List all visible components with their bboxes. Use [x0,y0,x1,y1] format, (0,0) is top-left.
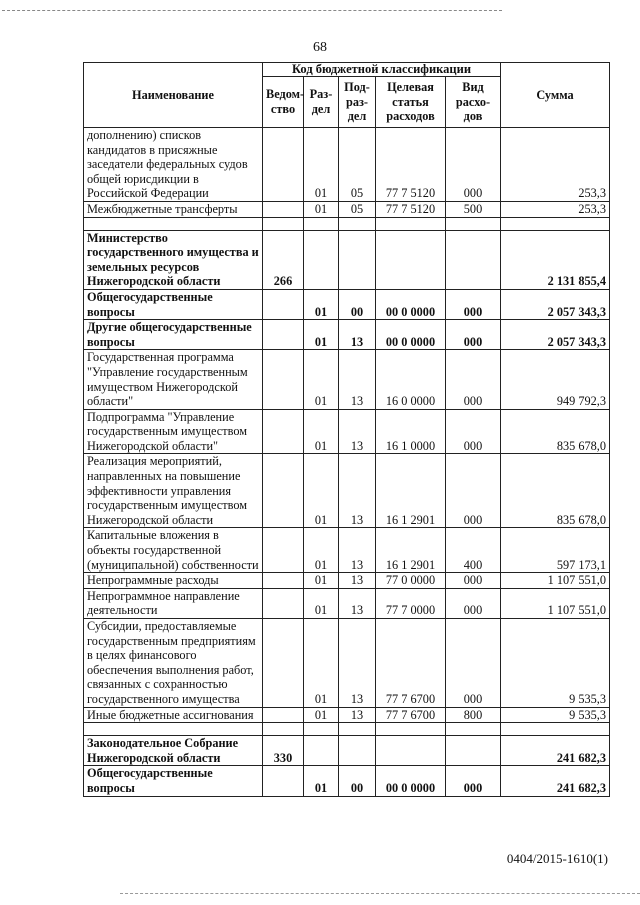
cell-sum: 241 682,3 [501,736,610,766]
spacer-cell [339,217,376,230]
spacer-cell [263,723,304,736]
cell-name: Законодательное Собрание Нижегородской области [84,736,263,766]
cell-vr: 400 [446,528,501,573]
cell-podrazdel: 13 [339,409,376,454]
cell-vedomstvo [263,128,304,202]
cell-razdel: 01 [304,573,339,589]
cell-sum: 1 107 551,0 [501,588,610,618]
cell-podrazdel [339,230,376,289]
cell-razdel: 01 [304,588,339,618]
bottom-scan-line [120,893,640,894]
table-row [84,201,610,217]
cell-vr: 000 [446,588,501,618]
cell-vedomstvo [263,528,304,573]
cell-vr: 800 [446,707,501,723]
cell-csr: 77 7 6700 [376,707,446,723]
cell-razdel: 01 [304,320,339,350]
cell-podrazdel: 13 [339,350,376,409]
table-row [84,350,610,409]
cell-csr [376,736,446,766]
spacer-cell [339,723,376,736]
cell-csr: 77 7 5120 [376,201,446,217]
table-row [84,588,610,618]
cell-vedomstvo: 266 [263,230,304,289]
cell-razdel: 01 [304,201,339,217]
spacer-cell [376,217,446,230]
cell-razdel: 01 [304,528,339,573]
cell-vr: 000 [446,128,501,202]
cell-csr [376,230,446,289]
table-row [84,707,610,723]
cell-razdel [304,230,339,289]
cell-sum: 253,3 [501,128,610,202]
budget-table [83,62,610,797]
cell-csr: 16 1 2901 [376,528,446,573]
table-row [84,619,610,708]
cell-sum: 253,3 [501,201,610,217]
cell-podrazdel: 00 [339,289,376,319]
spacer-cell [84,217,263,230]
spacer-row [84,217,610,230]
header-csr: Целевая статья расходов [376,77,446,128]
cell-vr: 000 [446,350,501,409]
header-podrazdel: Под-раз-дел [339,77,376,128]
cell-csr: 77 7 5120 [376,128,446,202]
cell-vedomstvo [263,454,304,528]
table-body [84,128,610,797]
cell-razdel: 01 [304,350,339,409]
header-razdel: Раз-дел [304,77,339,128]
cell-vr: 000 [446,766,501,796]
header-vedomstvo: Ведом-ство [263,77,304,128]
cell-csr: 00 0 0000 [376,320,446,350]
cell-podrazdel: 13 [339,588,376,618]
cell-vr [446,736,501,766]
page-number: 68 [313,40,327,55]
cell-name: Другие общегосударственные вопросы [84,320,263,350]
cell-name: дополнению) списков кандидатов в присяжные заседатели федеральных судов общей юрисдикции в Российской Федерации [84,128,263,202]
cell-name: Непрограммные расходы [84,573,263,589]
cell-vedomstvo [263,289,304,319]
cell-sum: 835 678,0 [501,454,610,528]
header-vr: Вид расхо-дов [446,77,501,128]
cell-sum: 2 057 343,3 [501,289,610,319]
cell-vedomstvo [263,588,304,618]
cell-vr: 000 [446,289,501,319]
table-row [84,289,610,319]
cell-name: Общегосударственные вопросы [84,766,263,796]
cell-name: Иные бюджетные ассигнования [84,707,263,723]
table-row [84,528,610,573]
cell-csr: 16 0 0000 [376,350,446,409]
document-number: 0404/2015-1610(1) [506,851,608,866]
table-row [84,320,610,350]
cell-vedomstvo [263,320,304,350]
spacer-cell [446,723,501,736]
cell-name: Непрограммное направление деятельности [84,588,263,618]
cell-razdel: 01 [304,707,339,723]
cell-podrazdel: 00 [339,766,376,796]
table-row [84,766,610,796]
cell-vr: 000 [446,619,501,708]
table-row [84,736,610,766]
cell-vedomstvo: 330 [263,736,304,766]
cell-name: Межбюджетные трансферты [84,201,263,217]
cell-vedomstvo [263,201,304,217]
cell-razdel: 01 [304,289,339,319]
cell-vr: 000 [446,573,501,589]
cell-sum: 2 131 855,4 [501,230,610,289]
cell-podrazdel: 05 [339,201,376,217]
table-row [84,454,610,528]
cell-csr: 77 7 6700 [376,619,446,708]
cell-razdel: 01 [304,619,339,708]
cell-vr: 000 [446,320,501,350]
cell-razdel: 01 [304,454,339,528]
cell-vr: 500 [446,201,501,217]
cell-sum: 9 535,3 [501,707,610,723]
spacer-cell [501,723,610,736]
spacer-cell [376,723,446,736]
cell-csr: 00 0 0000 [376,289,446,319]
spacer-row [84,723,610,736]
table-row [84,409,610,454]
header-sum: Сумма [501,63,610,128]
cell-csr: 16 1 0000 [376,409,446,454]
cell-razdel: 01 [304,766,339,796]
cell-sum: 597 173,1 [501,528,610,573]
cell-vedomstvo [263,350,304,409]
cell-podrazdel: 13 [339,573,376,589]
spacer-cell [304,217,339,230]
cell-sum: 949 792,3 [501,350,610,409]
cell-razdel: 01 [304,409,339,454]
cell-vedomstvo [263,409,304,454]
cell-name: Министерство государственного имущества и земельных ресурсов Нижегородской области [84,230,263,289]
cell-sum: 9 535,3 [501,619,610,708]
cell-sum: 1 107 551,0 [501,573,610,589]
cell-podrazdel: 13 [339,528,376,573]
cell-name: Государственная программа "Управление государственным имуществом Нижегородской области" [84,350,263,409]
spacer-cell [446,217,501,230]
spacer-cell [263,217,304,230]
cell-name: Капитальные вложения в объекты государственной (муниципальной) собственности [84,528,263,573]
cell-vedomstvo [263,707,304,723]
cell-name: Реализация мероприятий, направленных на повышение эффективности управления государственным имуществом Нижегородской области [84,454,263,528]
spacer-cell [304,723,339,736]
spacer-cell [84,723,263,736]
cell-csr: 77 7 0000 [376,588,446,618]
cell-vedomstvo [263,619,304,708]
cell-podrazdel: 13 [339,619,376,708]
cell-vedomstvo [263,766,304,796]
table-row [84,128,610,202]
cell-podrazdel [339,736,376,766]
cell-vr [446,230,501,289]
cell-razdel: 01 [304,128,339,202]
table-row [84,573,610,589]
cell-podrazdel: 05 [339,128,376,202]
cell-podrazdel: 13 [339,320,376,350]
cell-vedomstvo [263,573,304,589]
spacer-cell [501,217,610,230]
cell-csr: 00 0 0000 [376,766,446,796]
top-scan-line [2,10,502,11]
cell-name: Общегосударственные вопросы [84,289,263,319]
cell-sum: 835 678,0 [501,409,610,454]
cell-csr: 16 1 2901 [376,454,446,528]
cell-vr: 000 [446,454,501,528]
cell-vr: 000 [446,409,501,454]
cell-sum: 2 057 343,3 [501,320,610,350]
header-name: Наименование [84,63,263,128]
cell-name: Подпрограмма "Управление государственным имуществом Нижегородской области" [84,409,263,454]
cell-podrazdel: 13 [339,707,376,723]
cell-name: Субсидии, предоставляемые государственным предприятиям в целях финансового обеспечения выполнения работ, связанных с сохранностью государственного имущества [84,619,263,708]
cell-podrazdel: 13 [339,454,376,528]
cell-sum: 241 682,3 [501,766,610,796]
cell-razdel [304,736,339,766]
header-group: Код бюджетной классификации [263,63,501,77]
table-row [84,230,610,289]
cell-csr: 77 0 0000 [376,573,446,589]
